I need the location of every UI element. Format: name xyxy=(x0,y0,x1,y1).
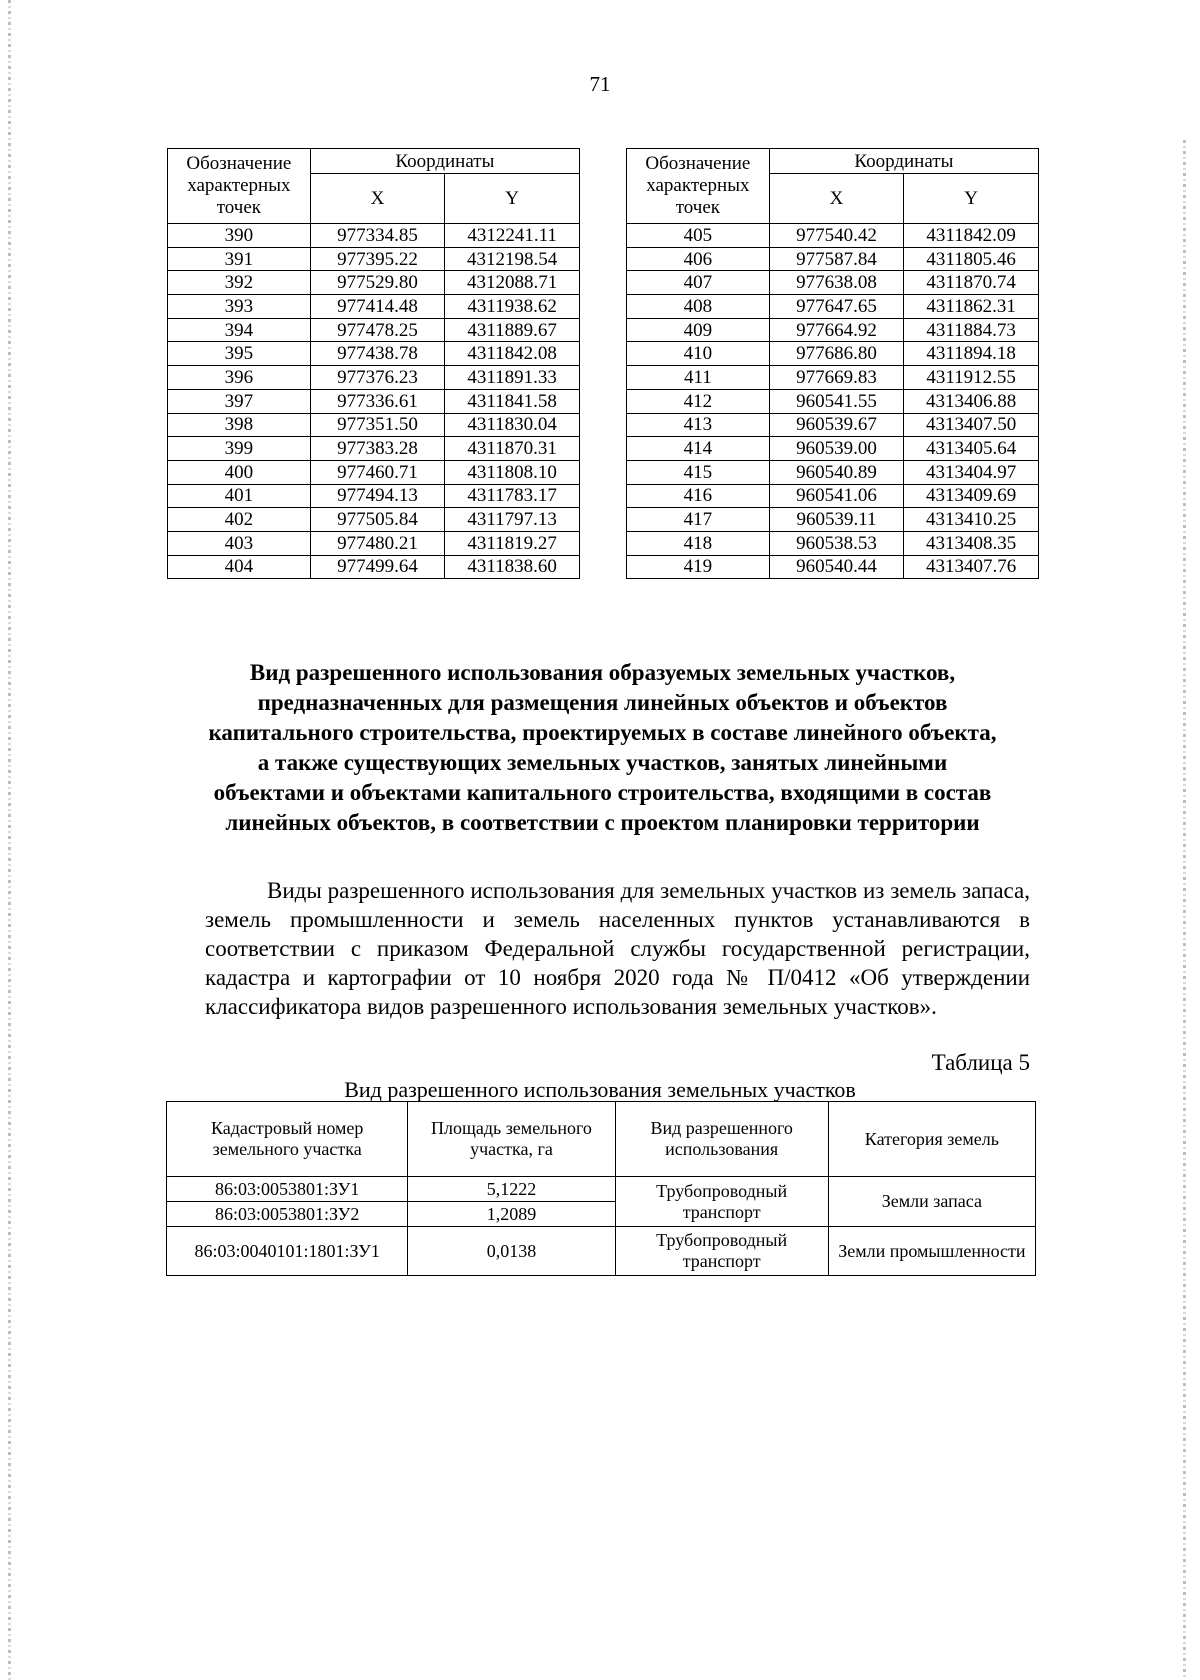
point-cell: 417 xyxy=(627,508,770,532)
table-row xyxy=(168,295,580,319)
y-coordinate-cell: 4311894.18 xyxy=(904,342,1039,366)
land-plots-table xyxy=(166,1101,1036,1276)
y-coordinate-cell: 4313406.88 xyxy=(904,389,1039,413)
table-caption: Вид разрешенного использования земельных участков xyxy=(344,1077,856,1102)
page-number: 71 xyxy=(589,72,611,96)
table-row xyxy=(168,342,580,366)
point-cell: 415 xyxy=(627,460,770,484)
point-header: Обозначение характерных точек xyxy=(168,149,311,224)
land-category-cell: Земли промышленности xyxy=(828,1227,1035,1276)
x-coordinate-cell: 977438.78 xyxy=(310,342,445,366)
y-coordinate-cell: 4311891.33 xyxy=(445,366,580,390)
x-coordinate-cell: 960539.00 xyxy=(769,437,904,461)
table-row xyxy=(627,437,1039,461)
y-header: Y xyxy=(445,174,580,224)
y-coordinate-cell: 4311805.46 xyxy=(904,247,1039,271)
x-coordinate-cell: 960540.44 xyxy=(769,555,904,579)
y-coordinate-cell: 4311912.55 xyxy=(904,366,1039,390)
permitted-use-header: Вид разрешенного использования xyxy=(615,1102,828,1177)
point-cell: 400 xyxy=(168,460,311,484)
y-coordinate-cell: 4313410.25 xyxy=(904,508,1039,532)
area-cell: 5,1222 xyxy=(408,1177,615,1202)
x-coordinate-cell: 960541.06 xyxy=(769,484,904,508)
coordinates-header: Координаты xyxy=(769,149,1038,174)
table-row xyxy=(168,247,580,271)
point-cell: 404 xyxy=(168,555,311,579)
point-cell: 413 xyxy=(627,413,770,437)
y-coordinate-cell: 4311889.67 xyxy=(445,318,580,342)
permitted-use-cell: Трубопроводный транспорт xyxy=(615,1177,828,1227)
table-row xyxy=(627,224,1039,248)
point-cell: 419 xyxy=(627,555,770,579)
table-row xyxy=(168,437,580,461)
point-cell: 398 xyxy=(168,413,311,437)
x-coordinate-cell: 977669.83 xyxy=(769,366,904,390)
y-coordinate-cell: 4312241.11 xyxy=(445,224,580,248)
x-coordinate-cell: 960539.11 xyxy=(769,508,904,532)
x-coordinate-cell: 977395.22 xyxy=(310,247,445,271)
x-coordinate-cell: 977460.71 xyxy=(310,460,445,484)
x-coordinate-cell: 977505.84 xyxy=(310,508,445,532)
point-cell: 406 xyxy=(627,247,770,271)
x-coordinate-cell: 977686.80 xyxy=(769,342,904,366)
point-cell: 408 xyxy=(627,295,770,319)
section-heading: Вид разрешенного использования образуемых земельных участков, предназначенных для размещения линейных объектов и объектов капитального строительства, проектируемых в составе линейного объекта, а также существующих земельных участков, занятых линейными объектами и объектами капитального строительства, входящими в состав линейных объектов, в соответствии с проектом планировки территории xyxy=(208,660,997,835)
table-row xyxy=(167,1177,1036,1202)
y-coordinate-cell: 4313408.35 xyxy=(904,531,1039,555)
table-row xyxy=(168,555,580,579)
x-coordinate-cell: 977376.23 xyxy=(310,366,445,390)
table-row xyxy=(168,366,580,390)
x-coordinate-cell: 977334.85 xyxy=(310,224,445,248)
x-coordinate-cell: 977529.80 xyxy=(310,271,445,295)
table-row xyxy=(627,460,1039,484)
point-cell: 397 xyxy=(168,389,311,413)
x-coordinate-cell: 977647.65 xyxy=(769,295,904,319)
point-cell: 410 xyxy=(627,342,770,366)
table-row xyxy=(627,555,1039,579)
x-coordinate-cell: 960541.55 xyxy=(769,389,904,413)
table-row xyxy=(168,531,580,555)
x-coordinate-cell: 977336.61 xyxy=(310,389,445,413)
table-row xyxy=(627,318,1039,342)
x-coordinate-cell: 977540.42 xyxy=(769,224,904,248)
area-cell: 1,2089 xyxy=(408,1202,615,1227)
land-category-header: Категория земель xyxy=(828,1102,1035,1177)
table-row xyxy=(168,460,580,484)
scan-edge-right xyxy=(1183,140,1186,1680)
area-header: Площадь земельного участка, га xyxy=(408,1102,615,1177)
y-coordinate-cell: 4313405.64 xyxy=(904,437,1039,461)
cadastral-number-cell: 86:03:0040101:1801:ЗУ1 xyxy=(167,1227,408,1276)
y-coordinate-cell: 4311819.27 xyxy=(445,531,580,555)
scan-edge-left xyxy=(8,0,11,1680)
point-cell: 411 xyxy=(627,366,770,390)
point-cell: 418 xyxy=(627,531,770,555)
point-cell: 394 xyxy=(168,318,311,342)
point-cell: 407 xyxy=(627,271,770,295)
y-coordinate-cell: 4311783.17 xyxy=(445,484,580,508)
y-coordinate-cell: 4311870.74 xyxy=(904,271,1039,295)
x-coordinate-cell: 977351.50 xyxy=(310,413,445,437)
x-coordinate-cell: 977494.13 xyxy=(310,484,445,508)
table-row xyxy=(627,413,1039,437)
table-row xyxy=(627,389,1039,413)
y-coordinate-cell: 4311870.31 xyxy=(445,437,580,461)
y-coordinate-cell: 4311830.04 xyxy=(445,413,580,437)
area-cell: 0,0138 xyxy=(408,1227,615,1276)
coordinates-table-left xyxy=(167,148,580,579)
x-coordinate-cell: 960538.53 xyxy=(769,531,904,555)
point-header: Обозначение характерных точек xyxy=(627,149,770,224)
y-coordinate-cell: 4311884.73 xyxy=(904,318,1039,342)
y-coordinate-cell: 4311862.31 xyxy=(904,295,1039,319)
table-row xyxy=(168,413,580,437)
permitted-use-cell: Трубопроводный транспорт xyxy=(615,1227,828,1276)
table-row xyxy=(168,318,580,342)
point-cell: 414 xyxy=(627,437,770,461)
point-cell: 403 xyxy=(168,531,311,555)
x-coordinate-cell: 977480.21 xyxy=(310,531,445,555)
x-coordinate-cell: 977587.84 xyxy=(769,247,904,271)
x-coordinate-cell: 977414.48 xyxy=(310,295,445,319)
point-cell: 405 xyxy=(627,224,770,248)
point-cell: 401 xyxy=(168,484,311,508)
point-cell: 390 xyxy=(168,224,311,248)
y-coordinate-cell: 4311838.60 xyxy=(445,555,580,579)
table-row xyxy=(627,342,1039,366)
x-header: X xyxy=(310,174,445,224)
point-cell: 409 xyxy=(627,318,770,342)
y-coordinate-cell: 4311938.62 xyxy=(445,295,580,319)
y-coordinate-cell: 4313407.76 xyxy=(904,555,1039,579)
land-category-cell: Земли запаса xyxy=(828,1177,1035,1227)
y-coordinate-cell: 4311841.58 xyxy=(445,389,580,413)
x-coordinate-cell: 977664.92 xyxy=(769,318,904,342)
y-coordinate-cell: 4313407.50 xyxy=(904,413,1039,437)
y-coordinate-cell: 4312088.71 xyxy=(445,271,580,295)
y-coordinate-cell: 4311797.13 xyxy=(445,508,580,532)
y-coordinate-cell: 4311842.09 xyxy=(904,224,1039,248)
y-coordinate-cell: 4312198.54 xyxy=(445,247,580,271)
table-row xyxy=(168,484,580,508)
y-coordinate-cell: 4311808.10 xyxy=(445,460,580,484)
x-coordinate-cell: 960539.67 xyxy=(769,413,904,437)
y-coordinate-cell: 4311842.08 xyxy=(445,342,580,366)
cadastral-number-cell: 86:03:0053801:ЗУ1 xyxy=(167,1177,408,1202)
y-coordinate-cell: 4313409.69 xyxy=(904,484,1039,508)
coordinates-header: Координаты xyxy=(310,149,579,174)
table-row xyxy=(168,224,580,248)
table-row xyxy=(627,366,1039,390)
point-cell: 399 xyxy=(168,437,311,461)
table-row xyxy=(627,531,1039,555)
table-row xyxy=(627,247,1039,271)
x-coordinate-cell: 977383.28 xyxy=(310,437,445,461)
table-number-label: Таблица 5 xyxy=(931,1050,1030,1075)
point-cell: 416 xyxy=(627,484,770,508)
table-row xyxy=(627,295,1039,319)
x-coordinate-cell: 977478.25 xyxy=(310,318,445,342)
y-header: Y xyxy=(904,174,1039,224)
x-coordinate-cell: 977499.64 xyxy=(310,555,445,579)
point-cell: 395 xyxy=(168,342,311,366)
coordinates-table-right xyxy=(626,148,1039,579)
table-row xyxy=(168,271,580,295)
point-cell: 396 xyxy=(168,366,311,390)
y-coordinate-cell: 4313404.97 xyxy=(904,460,1039,484)
point-cell: 393 xyxy=(168,295,311,319)
x-coordinate-cell: 960540.89 xyxy=(769,460,904,484)
table-row xyxy=(627,484,1039,508)
table-row xyxy=(627,508,1039,532)
table-row xyxy=(167,1227,1036,1276)
point-cell: 391 xyxy=(168,247,311,271)
x-coordinate-cell: 977638.08 xyxy=(769,271,904,295)
point-cell: 402 xyxy=(168,508,311,532)
x-header: X xyxy=(769,174,904,224)
cadastral-number-cell: 86:03:0053801:ЗУ2 xyxy=(167,1202,408,1227)
body-paragraph: Виды разрешенного использования для земельных участков из земель запаса, земель промышленности и земель населенных пунктов устанавливаются в соответствии с приказом Федеральной службы государственной регистрации, кадастра и картографии от 10 ноября 2020 года № П/0412 «Об утверждении классификатора видов разрешенного использования земельных участков». xyxy=(205,878,1030,1019)
point-cell: 412 xyxy=(627,389,770,413)
cadastral-number-header: Кадастровый номер земельного участка xyxy=(167,1102,408,1177)
table-row xyxy=(168,389,580,413)
table-row xyxy=(168,508,580,532)
table-row xyxy=(627,271,1039,295)
point-cell: 392 xyxy=(168,271,311,295)
